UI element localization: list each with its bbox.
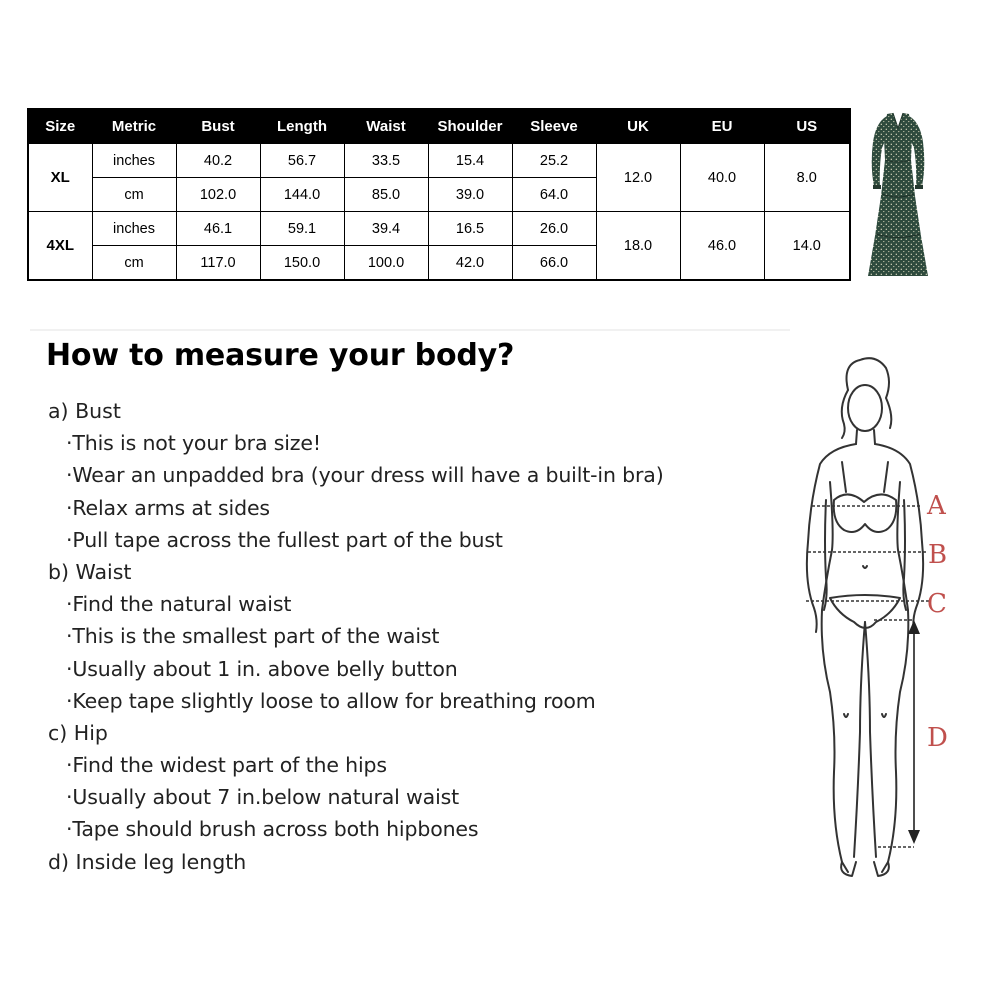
section-divider: [30, 329, 790, 331]
bust-tip: ·Pull tape across the fullest part of the bust: [66, 527, 503, 552]
bust-value: 40.2: [176, 144, 260, 178]
header-bust: Bust: [176, 109, 260, 144]
uk-size-value: 18.0: [596, 212, 680, 281]
length-value: 56.7: [260, 144, 344, 178]
metric-label: inches: [92, 144, 176, 178]
length-value: 150.0: [260, 246, 344, 281]
header-us: US: [764, 109, 850, 144]
table-row: [28, 212, 850, 246]
header-metric: Metric: [92, 109, 176, 144]
waist-tip: ·Find the natural waist: [66, 592, 292, 617]
bust-value: 46.1: [176, 212, 260, 246]
header-sleeve: Sleeve: [512, 109, 596, 144]
marker-c: C: [927, 589, 947, 619]
waist-value: 100.0: [344, 246, 428, 281]
bust-tip: ·This is not your bra size!: [66, 431, 321, 456]
header-waist: Waist: [344, 109, 428, 144]
sleeve-value: 26.0: [512, 212, 596, 246]
size-table-header-row: [28, 109, 850, 144]
shoulder-value: 16.5: [428, 212, 512, 246]
page-title: How to measure your body?: [46, 338, 515, 373]
hip-tip: ·Tape should brush across both hipbones: [66, 817, 479, 842]
shoulder-value: 42.0: [428, 246, 512, 281]
metric-label: cm: [92, 246, 176, 281]
metric-label: cm: [92, 178, 176, 212]
table-row: [28, 144, 850, 178]
waist-value: 85.0: [344, 178, 428, 212]
length-value: 144.0: [260, 178, 344, 212]
marker-labels: [926, 491, 948, 753]
size-label: XL: [28, 144, 92, 212]
us-size-value: 8.0: [764, 144, 850, 212]
eu-size-value: 40.0: [680, 144, 764, 212]
inseam-arrow: [908, 620, 920, 844]
metric-label: inches: [92, 212, 176, 246]
bust-value: 117.0: [176, 246, 260, 281]
us-size-value: 14.0: [764, 212, 850, 281]
section-heading-waist: b) Waist: [48, 559, 132, 584]
bust-value: 102.0: [176, 178, 260, 212]
section-heading-bust: a) Bust: [48, 399, 121, 423]
sleeve-value: 64.0: [512, 178, 596, 212]
shoulder-value: 39.0: [428, 178, 512, 212]
header-eu: EU: [680, 109, 764, 144]
marker-d: D: [927, 723, 948, 753]
sleeve-value: 66.0: [512, 246, 596, 281]
header-shoulder: Shoulder: [428, 109, 512, 144]
marker-a: A: [927, 491, 946, 521]
waist-tip: ·Usually about 1 in. above belly button: [66, 656, 458, 681]
shoulder-value: 15.4: [428, 144, 512, 178]
waist-tip: ·This is the smallest part of the waist: [66, 624, 440, 649]
bust-tip: ·Relax arms at sides: [66, 495, 270, 520]
waist-value: 39.4: [344, 212, 428, 246]
header-uk: UK: [596, 109, 680, 144]
section-heading-inside-leg: d) Inside leg length: [48, 849, 247, 874]
body-outline: [807, 358, 923, 876]
waist-tip: ·Keep tape slightly loose to allow for breathing room: [66, 688, 596, 713]
marker-b: B: [928, 540, 948, 570]
header-length: Length: [260, 109, 344, 144]
uk-size-value: 12.0: [596, 144, 680, 212]
hip-tip: ·Usually about 7 in.below natural waist: [66, 785, 460, 810]
dress-product-image: [865, 108, 931, 280]
size-chart-table: [27, 108, 851, 281]
sleeve-value: 25.2: [512, 144, 596, 178]
body-measurement-diagram: [790, 352, 980, 892]
section-heading-hip: c) Hip: [48, 720, 108, 745]
length-value: 59.1: [260, 212, 344, 246]
size-label: 4XL: [28, 212, 92, 281]
hip-tip: ·Find the widest part of the hips: [66, 753, 387, 778]
waist-value: 33.5: [344, 144, 428, 178]
measurement-instructions: [48, 395, 788, 878]
bust-tip: ·Wear an unpadded bra (your dress will have a built-in bra): [66, 463, 664, 488]
header-size: Size: [28, 109, 92, 144]
eu-size-value: 46.0: [680, 212, 764, 281]
